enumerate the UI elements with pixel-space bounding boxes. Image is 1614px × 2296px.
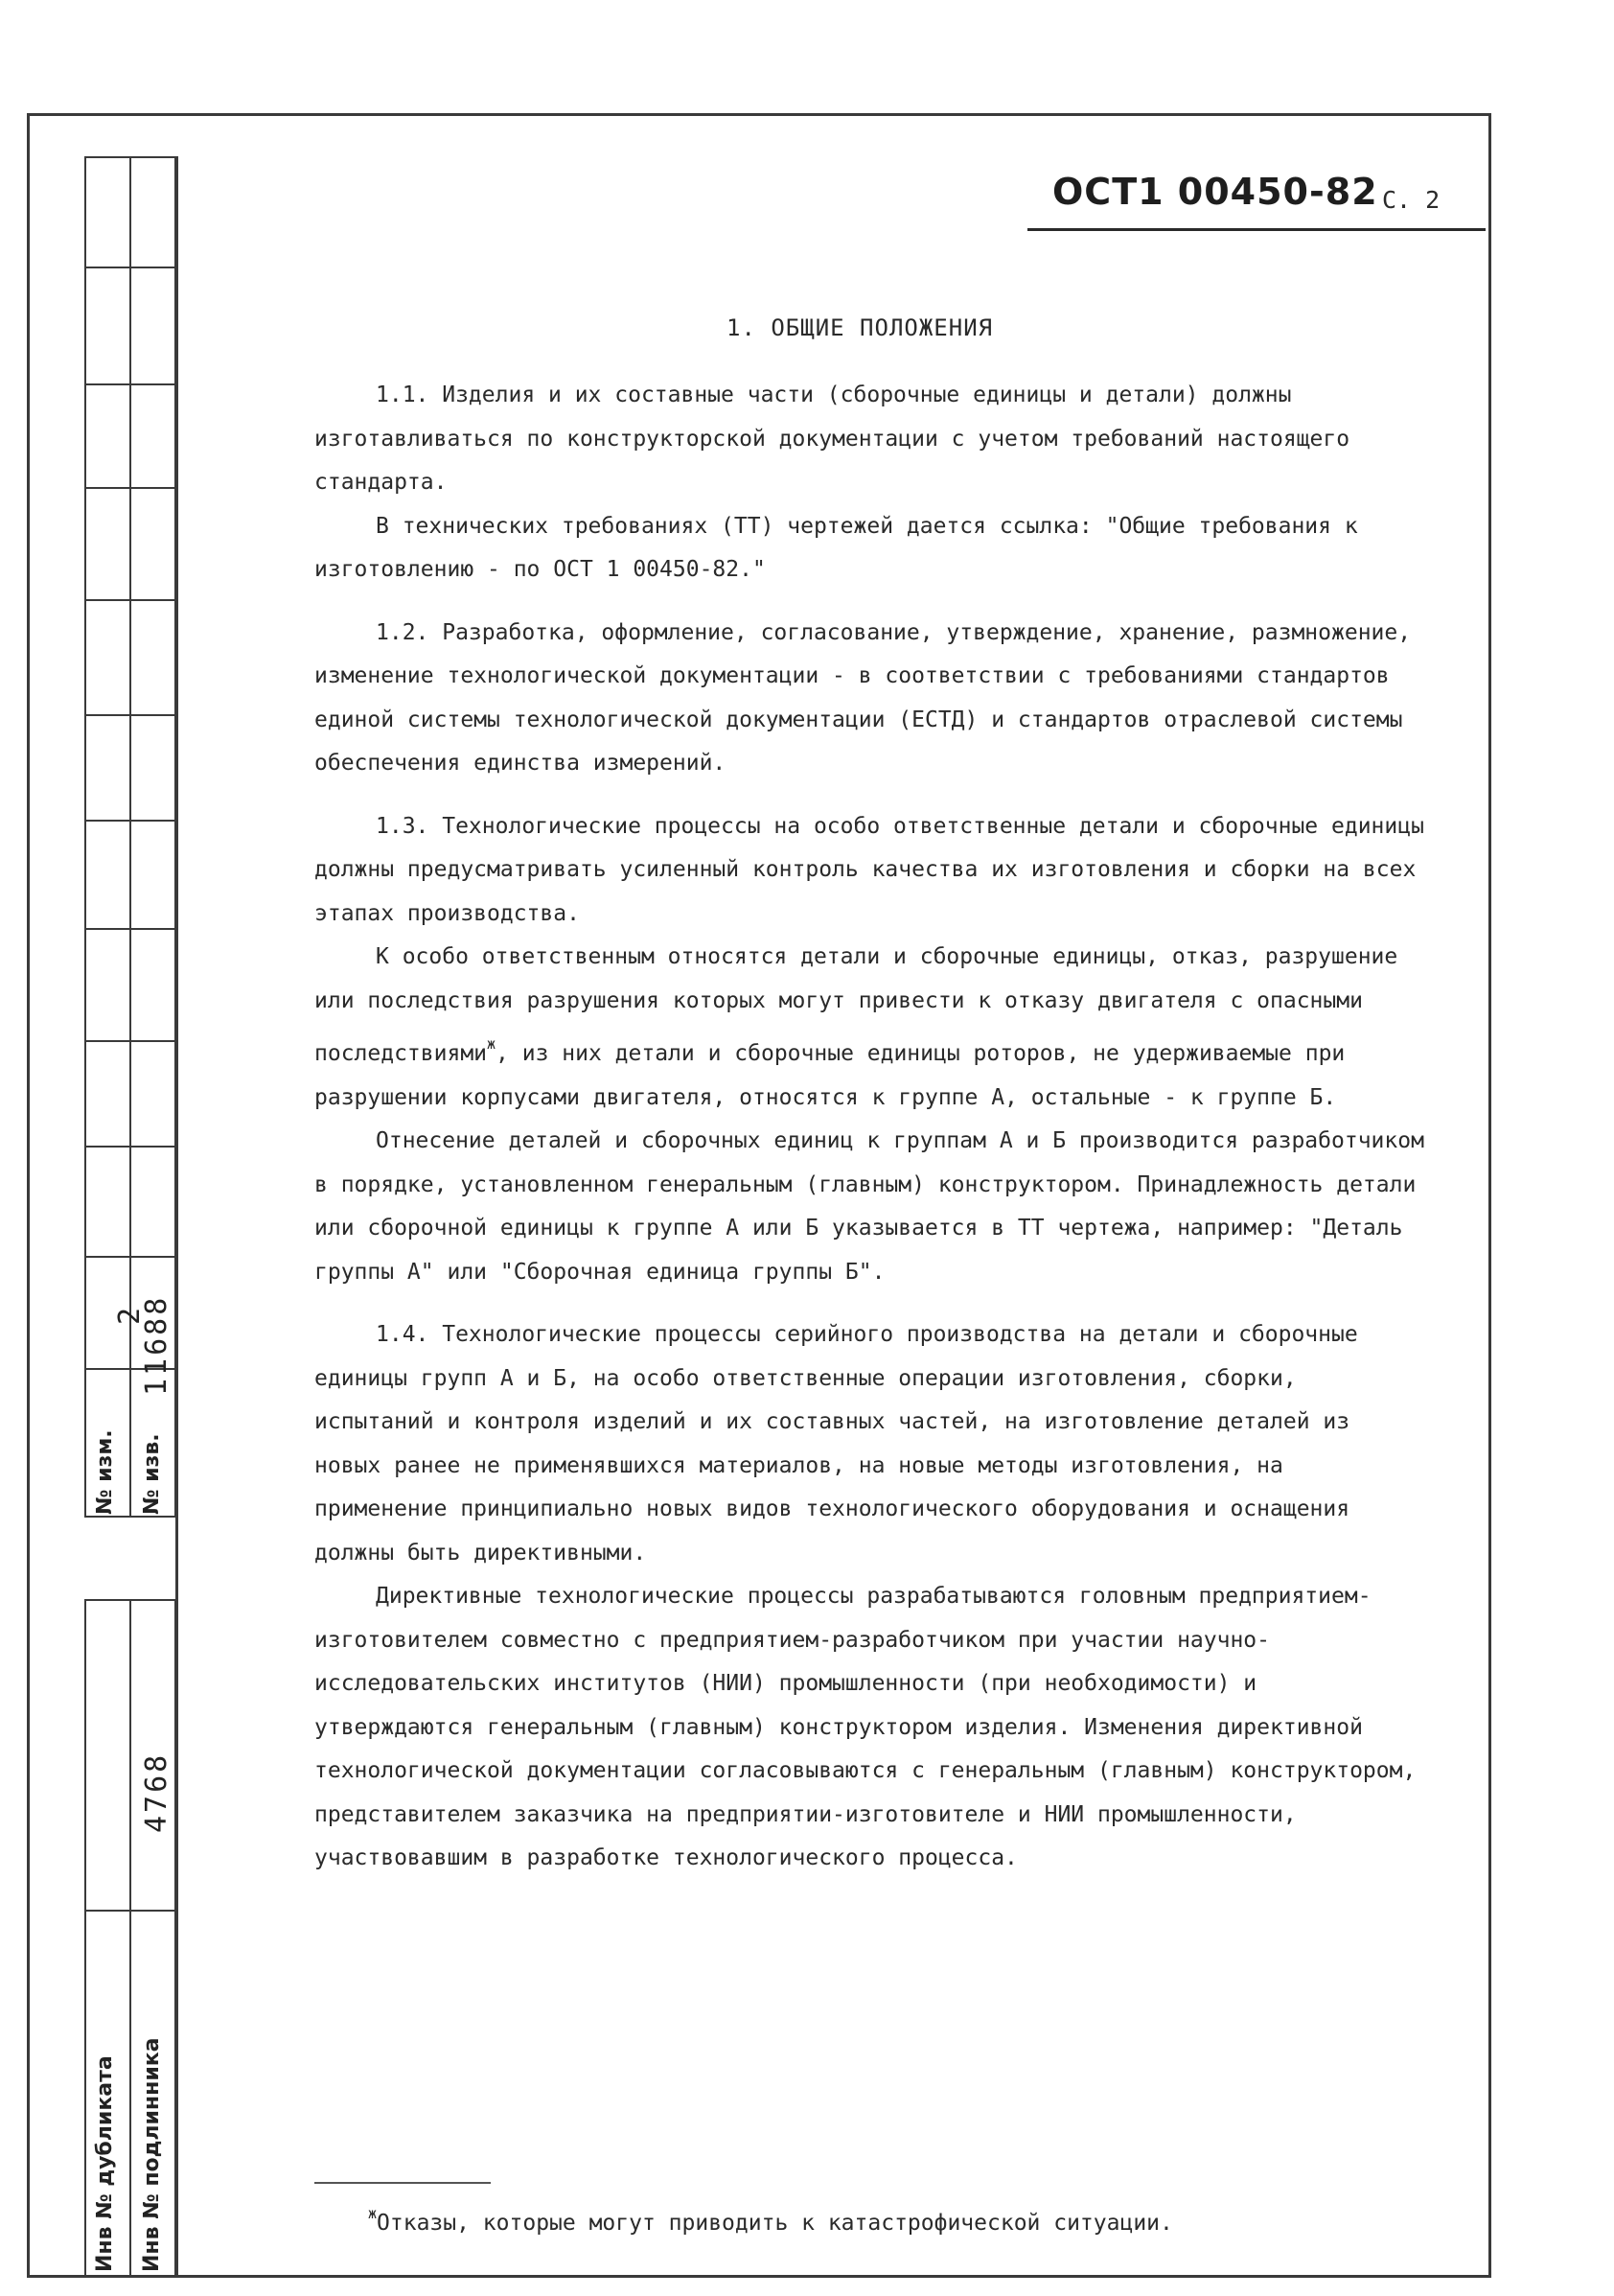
paragraph-1-1: 1.1. Изделия и их составные части (сборочные единицы и детали) должны изготавливаться по конструкторской документации с учетом требований настоящего стандарта. <box>314 383 1350 495</box>
footnote <box>368 2205 1173 2236</box>
paragraph-critical-parts-a: К особо ответственным относятся детали и сборочные единицы, отказ, разрушение или последствия разрушения которых могут привести к отказу двигателя с опасными последствиями <box>314 944 1398 1066</box>
paragraph-1-3: 1.3. Технологические процессы на особо ответственные детали и сборочные единицы должны предусматривать усиленный контроль качества их изготовления и сборки на всех этапах производства. <box>314 813 1424 926</box>
stamp-value-inv: 4768 <box>140 1751 173 1833</box>
paragraph-1-2: 1.2. Разработка, оформление, согласование, утверждение, хранение, размножение, изменение технологической документации - в соответствии с требованиями стандартов единой системы технологической документации (ЕСТД) и стандартов отраслевой системы обеспечения единства измерений. <box>314 619 1412 776</box>
footnote-reference: ж <box>487 1035 496 1053</box>
stamp-label-inv-podl: Инв № подлинника <box>140 2037 164 2272</box>
stamp-label-inv-dubl: Инв № дубликата <box>93 2055 117 2272</box>
section-title: 1. ОБЩИЕ ПОЛОЖЕНИЯ <box>726 314 994 341</box>
paragraph-group-assignment: Отнесение деталей и сборочных единиц к группам А и Б производится разработчиком в порядке, установленном генеральным (главным) конструктором. Принадлежность детали или сборочной единицы к группе А или Б указывается в ТТ чертежа, например: "Деталь группы А" или "Сборочная единица группы Б". <box>314 1128 1424 1285</box>
paragraph-critical-parts <box>314 936 1426 1120</box>
stamp-value-izm-no: 2 <box>113 1304 147 1325</box>
paragraph-critical-parts-b: , из них детали и сборочные единицы роторов, не удерживаемые при разрушении корпусами двигателя, относятся к группе А, остальные - к группе Б. <box>314 1041 1346 1110</box>
paragraph-1-4: 1.4. Технологические процессы серийного производства на детали и сборочные единицы групп А и Б, на особо ответственные операции изготовления, сборки, испытаний и контроля изделий и их составных частей, на изготовление деталей из новых ранее не применявшихся материалов, на новые методы изготовления, на применение принципиально новых видов технологического оборудования и оснащения должны быть директивными. <box>314 1322 1358 1565</box>
stamp-label-izm-no: № изм. <box>93 1429 117 1515</box>
page-number: С. 2 <box>1382 186 1441 214</box>
footnote-separator <box>314 2182 491 2184</box>
paragraph-tt-reference: В технических требованиях (ТТ) чертежей дается ссылка: "Общие требования к изготовлению - по ОСТ 1 00450-82." <box>314 513 1358 582</box>
stamp-label-izv-no: № изв. <box>140 1433 164 1515</box>
stamp-value-izv-no: 11688 <box>140 1294 173 1396</box>
body-text <box>314 374 1426 1881</box>
document-code: ОСТ1 00450-82 <box>1052 171 1378 213</box>
footnote-mark: ж <box>368 2205 378 2222</box>
paragraph-directive-processes: Директивные технологические процессы разрабатываются головным предприятием-изготовителем совместно с предприятием-разработчиком при участии научно-исследовательских институтов (НИИ) промышленности (при необходимости) и утверждаются генеральным (главным) конструктором изделия. Изменения директивной технологической документации согласовываются с генеральным (главным) конструктором, представителем заказчика на предприятии-изготовителе и НИИ промышленности, участвовавшим в разработке технологического процесса. <box>314 1584 1417 1870</box>
footnote-text: Отказы, которые могут приводить к катастрофической ситуации. <box>377 2211 1173 2236</box>
header-underline <box>1027 228 1486 231</box>
